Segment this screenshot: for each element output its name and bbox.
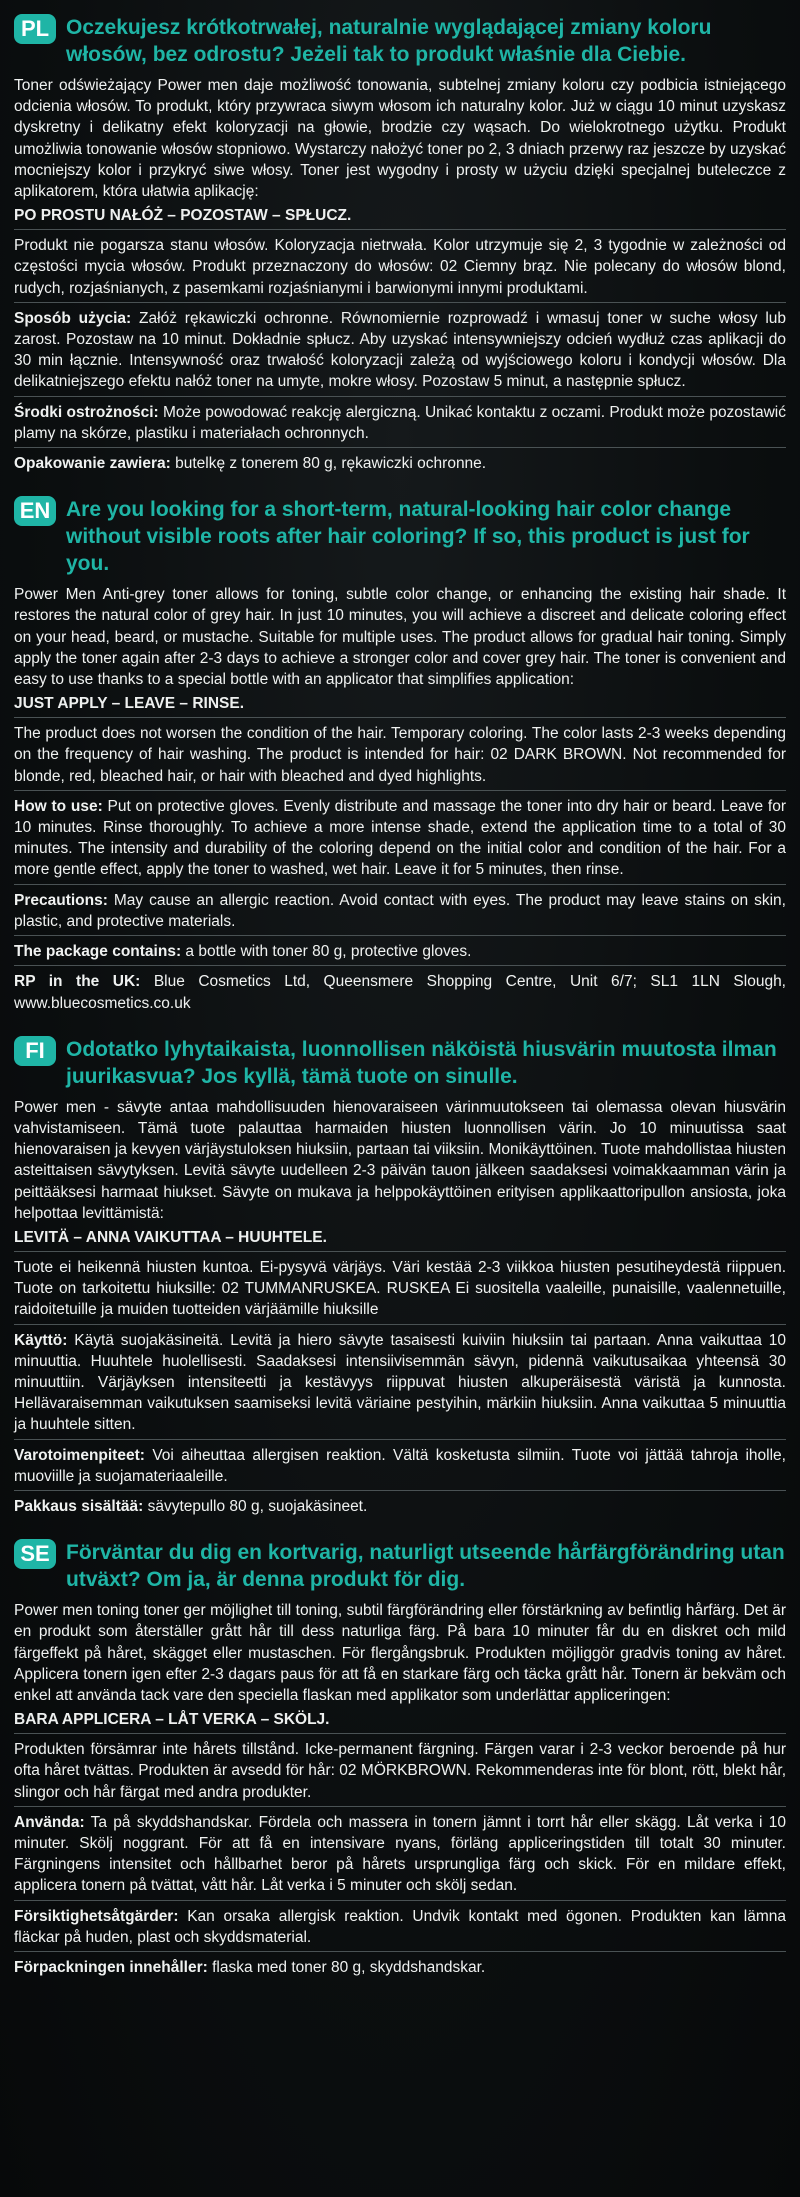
usage-paragraph (14, 1330, 786, 1436)
divider (14, 396, 786, 397)
precautions-paragraph (14, 890, 786, 932)
package-label: Pakkaus sisältää: (14, 1497, 144, 1515)
usage-paragraph (14, 796, 786, 881)
rp-label: RP in the UK: (14, 973, 141, 991)
precautions-label: Precautions: (14, 891, 108, 909)
heading-text: Are you looking for a short-term, natural-looking hair color change without visible roots after hair coloring? If so, this product is just for you. (66, 498, 750, 576)
usage-text: Käytä suojakäsineitä. Levitä ja hiero sävyte tasaisesti kuiviin hiuksiin tai partaan. Anna vaikuttaa 10 minuuttia. Huuhtele huolellisesti. Saadaksesi intensiivisemmän sävyn, pidennä vaikutusaikaa yhteensä 30 minuuttiin. Värjäyksen intensiteetti ja kestävyys riippuvat hiusten alkuperäisestä väristä ja kunnosta. Hellävaraisemman vaikutuksen saamiseksi levitä väriaine pestyihin, märkiin hiuksiin. Anna vaikuttaa 5 minuuttia ja huuhtele sitten. (14, 1331, 786, 1434)
usage-label: Käyttö: (14, 1331, 68, 1349)
package-text: sävytepullo 80 g, suojakäsineet. (143, 1497, 368, 1515)
section-pl (14, 14, 786, 474)
language-badge-pl: PL (14, 14, 56, 44)
divider (14, 1806, 786, 1807)
precautions-label: Środki ostrożności: (14, 403, 159, 421)
divider (14, 1324, 786, 1325)
divider (14, 1251, 786, 1252)
divider (14, 229, 786, 230)
intro-paragraph: Power men - sävyte antaa mahdollisuuden hienovaraiseen värinmuutokseen tai olemassa olevan hiusvärin vahvistamiseen. Tämä tuote palauttaa harmaiden hiusten luonnollisen värin. Jo 10 minuutissa saat hienovaraisen ja kevyen värjäystuloksen hiuksiin, partaan tai viiksiin. Monikäyttöinen. Tuote mahdollistaa hiusten asteittaisen sävytyksen. Levitä sävyte uudelleen 2-3 päivän tauon jälkeen saadaksesi voimakkaamman värin ja peittääksesi harmaat hiukset. Sävyte on mukava ja helppokäyttöinen erityisen applikaattoripullon ansiosta, joka helpottaa levittämistä: (14, 1098, 786, 1222)
section-heading (14, 1036, 786, 1090)
heading-text: Förväntar du dig en kortvarig, naturligt utseende hårfärgförändring utan utväxt? Om ja, är denna produkt för dig. (66, 1541, 785, 1592)
rp-text: Blue Cosmetics Ltd, Queensmere Shopping Centre, Unit 6/7; SL1 1LN Slough, www.bluecosmetics.co.uk (14, 973, 786, 1012)
heading-text: Oczekujesz krótkotrwałej, naturalnie wyglądającej zmiany koloru włosów, bez odrostu? Jeżeli tak to produkt właśnie dla Ciebie. (66, 16, 712, 66)
precautions-text: Kan orsaka allergisk reaktion. Undvik kontakt med ögonen. Produkten kan lämna fläckar på huden, plast och skyddsmaterial. (14, 1907, 786, 1946)
usage-label: Använda: (14, 1813, 85, 1831)
usage-label: How to use: (14, 797, 103, 815)
language-badge-en: EN (14, 496, 56, 526)
usage-paragraph (14, 308, 786, 393)
package-paragraph (14, 1957, 786, 1978)
divider (14, 1490, 786, 1491)
package-paragraph (14, 453, 786, 474)
divider (14, 447, 786, 448)
package-paragraph (14, 1496, 786, 1517)
divider (14, 1900, 786, 1901)
section-heading (14, 496, 786, 577)
precautions-text: May cause an allergic reaction. Avoid contact with eyes. The product may leave stains on skin, plastic, and protective materials. (14, 891, 786, 930)
slogan: PO PROSTU NAŁÓŻ – POZOSTAW – SPŁUCZ. (14, 207, 352, 225)
slogan: LEVITÄ – ANNA VAIKUTTAA – HUUHTELE. (14, 1228, 327, 1246)
package-label: The package contains: (14, 943, 182, 961)
divider (14, 884, 786, 885)
section-fi (14, 1036, 786, 1517)
usage-text: Załóż rękawiczki ochronne. Równomiernie rozprowadź i wmasuj toner w suche włosy lub zarost. Pozostaw na 10 minut. Dokładnie spłucz. Aby uzyskać intensywniejszy odcień wydłuż czas aplikacji do 30 min łącznie. Intensywność oraz trwałość koloryzacji zależą od wyjściowego koloru i kondycji włosów. Dla delikatniejszego efektu nałóż toner na umyte, mokre włosy. Pozostaw 5 minut, a następnie spłucz. (14, 309, 787, 391)
slogan: BARA APPLICERA – LÅT VERKA – SKÖLJ. (14, 1711, 330, 1729)
divider (14, 1733, 786, 1734)
package-paragraph (14, 941, 786, 962)
precautions-text: Może powodować reakcję alergiczną. Unikać kontaktu z oczami. Produkt może pozostawić plamy na skórze, plastiku i materiałach ochronnych. (14, 403, 786, 442)
precautions-paragraph (14, 1445, 786, 1487)
section-se (14, 1539, 786, 1978)
condition-paragraph: Tuote ei heikennä hiusten kuntoa. Ei-pysyvä värjäys. Väri kestää 2-3 viikkoa hiusten pesutiheydestä riippuen. Tuote on tarkoitettu hiuksille: 02 TUMMANRUSKEA. RUSKEA Ei suositella vaaleille, punaisille, vaalennetuille, raidoitetuille ja muiden tuotteiden värjäämille hiuksille (14, 1258, 786, 1319)
slogan: JUST APPLY – LEAVE – RINSE. (14, 695, 244, 713)
divider (14, 790, 786, 791)
divider (14, 1951, 786, 1952)
precautions-paragraph (14, 402, 786, 444)
condition-paragraph: Produkt nie pogarsza stanu włosów. Koloryzacja nietrwała. Kolor utrzymuje się 2, 3 tygodnie w zależności od częstości mycia włosów. Produkt przeznaczony do włosów: 02 Ciemny brąz. Nie polecany do włosów blond, rudych, rozjaśnianych, z pasemkami rozjaśnianymi i barwionymi innymi produktami. (14, 237, 786, 297)
language-badge-fi: FI (14, 1036, 56, 1066)
language-badge-se: SE (14, 1539, 56, 1569)
section-en (14, 496, 786, 1013)
responsible-person-paragraph (14, 971, 786, 1013)
package-label: Opakowanie zawiera: (14, 455, 171, 473)
divider (14, 717, 786, 718)
precautions-paragraph (14, 1906, 786, 1948)
section-heading (14, 1539, 786, 1593)
intro-paragraph: Power Men Anti-grey toner allows for toning, subtle color change, or enhancing the existing hair shade. It restores the natural color of grey hair. In just 10 minutes, you will achieve a discreet and delicate coloring effect on your head, beard, or mustache. Suitable for multiple uses. The product allows for gradual hair toning. Simply apply the toner again after 2-3 days to achieve a stronger color and cover grey hair. The toner is convenient and easy to use thanks to a special bottle with an applicator that simplifies application: (14, 586, 786, 689)
usage-text: Ta på skyddshandskar. Fördela och massera in tonern jämnt i torrt hår eller skägg. Låt verka i 10 minuter. Skölj noggrant. För att få en intensivare nyans, förläng appliceringstiden till totalt 30 minuter. Färgningens intensitet och hållbarhet beror på hårets ursprungliga färg och skick. För en mildare effekt, applicera tonern på tvättat, vått hår. Låt verka i 5 minuter och skölj sedan. (14, 1813, 786, 1895)
precautions-label: Varotoimenpiteet: (14, 1446, 145, 1464)
divider (14, 965, 786, 966)
condition-paragraph: The product does not worsen the condition of the hair. Temporary coloring. The color lasts 2-3 weeks depending on the frequency of hair washing. The product is intended for hair: 02 DARK BROWN. Not recommended for blonde, red, bleached hair, or hair with bleached and dyed highlights. (14, 725, 786, 785)
section-heading (14, 14, 786, 68)
intro-paragraph: Power men toning toner ger möjlighet till toning, subtil färgförändring eller förstärkning av befintlig hårfärg. Det är en produkt som återställer grått hår till dess naturliga färg. På bara 10 minuter får du en diskret och mild färgeffekt på håret, skägget eller mustaschen. För flergångsbruk. Produkten möjliggör gradvis toning av håret. Applicera tonern igen efter 2-3 dagars paus för att få en starkare färg och täcka grått hår. Tonern är bekväm och enkel att använda tack vare den speciella flaskan med applikator som underlättar appliceringen: (14, 1602, 786, 1704)
package-text: a bottle with toner 80 g, protective gloves. (181, 943, 472, 961)
intro-paragraph: Toner odświeżający Power men daje możliwość tonowania, subtelnej zmiany koloru czy podbicia istniejącego odcienia włosów. To produkt, który przywraca siwym włosom ich naturalny kolor. Już w ciągu 10 minut uzyskasz dyskretny i delikatny efekt koloryzacji na głowie, brodzie czy wąsach. Do wielokrotnego użytku. Produkt umożliwia tonowanie włosów stopniowo. Wystarczy nałożyć toner po 2, 3 dniach przerwy raz jeszcze by uzyskać mocniejszy kolor i przykryć siwe włosy. Toner jest wygodny i prosty w użyciu dzięki specjalnej buteleczce z aplikatorem, która ułatwia aplikację: (14, 77, 786, 201)
divider (14, 302, 786, 303)
package-text: butelkę z tonerem 80 g, rękawiczki ochronne. (170, 455, 487, 473)
package-text: flaska med toner 80 g, skyddshandskar. (207, 1959, 486, 1976)
heading-text: Odotatko lyhytaikaista, luonnollisen näköistä hiusvärin muutosta ilman juurikasvua? Jos kyllä, tämä tuote on sinulle. (66, 1037, 777, 1088)
package-label: Förpackningen innehåller: (14, 1959, 208, 1976)
divider (14, 935, 786, 936)
usage-text: Put on protective gloves. Evenly distribute and massage the toner into dry hair or beard. Leave for 10 minutes. Rinse thoroughly. To achieve a more intense shade, extend the application time to a total of 30 minutes. The intensity and durability of the coloring depend on the initial color and condition of the hair. For a more gentle effect, apply the toner to washed, wet hair. Leave it for 5 minutes, then rinse. (14, 797, 786, 879)
divider (14, 1439, 786, 1440)
precautions-label: Försiktighetsåtgärder: (14, 1907, 179, 1925)
precautions-text: Voi aiheuttaa allergisen reaktion. Vältä kosketusta silmiin. Tuote voi jättää tahroja iholle, muoviille ja suojamateriaaleille. (14, 1446, 786, 1485)
condition-paragraph: Produkten försämrar inte hårets tillstånd. Icke-permanent färgning. Färgen varar i 2-3 veckor beroende på hur ofta håret tvättas. Produkten är avsedd för hår: 02 MÖRKBROWN. Rekommenderas inte för blont, rött, blekt hår, slingor och hår färgat med andra produkter. (14, 1741, 786, 1801)
usage-label: Sposób użycia: (14, 309, 132, 327)
usage-paragraph (14, 1812, 786, 1897)
